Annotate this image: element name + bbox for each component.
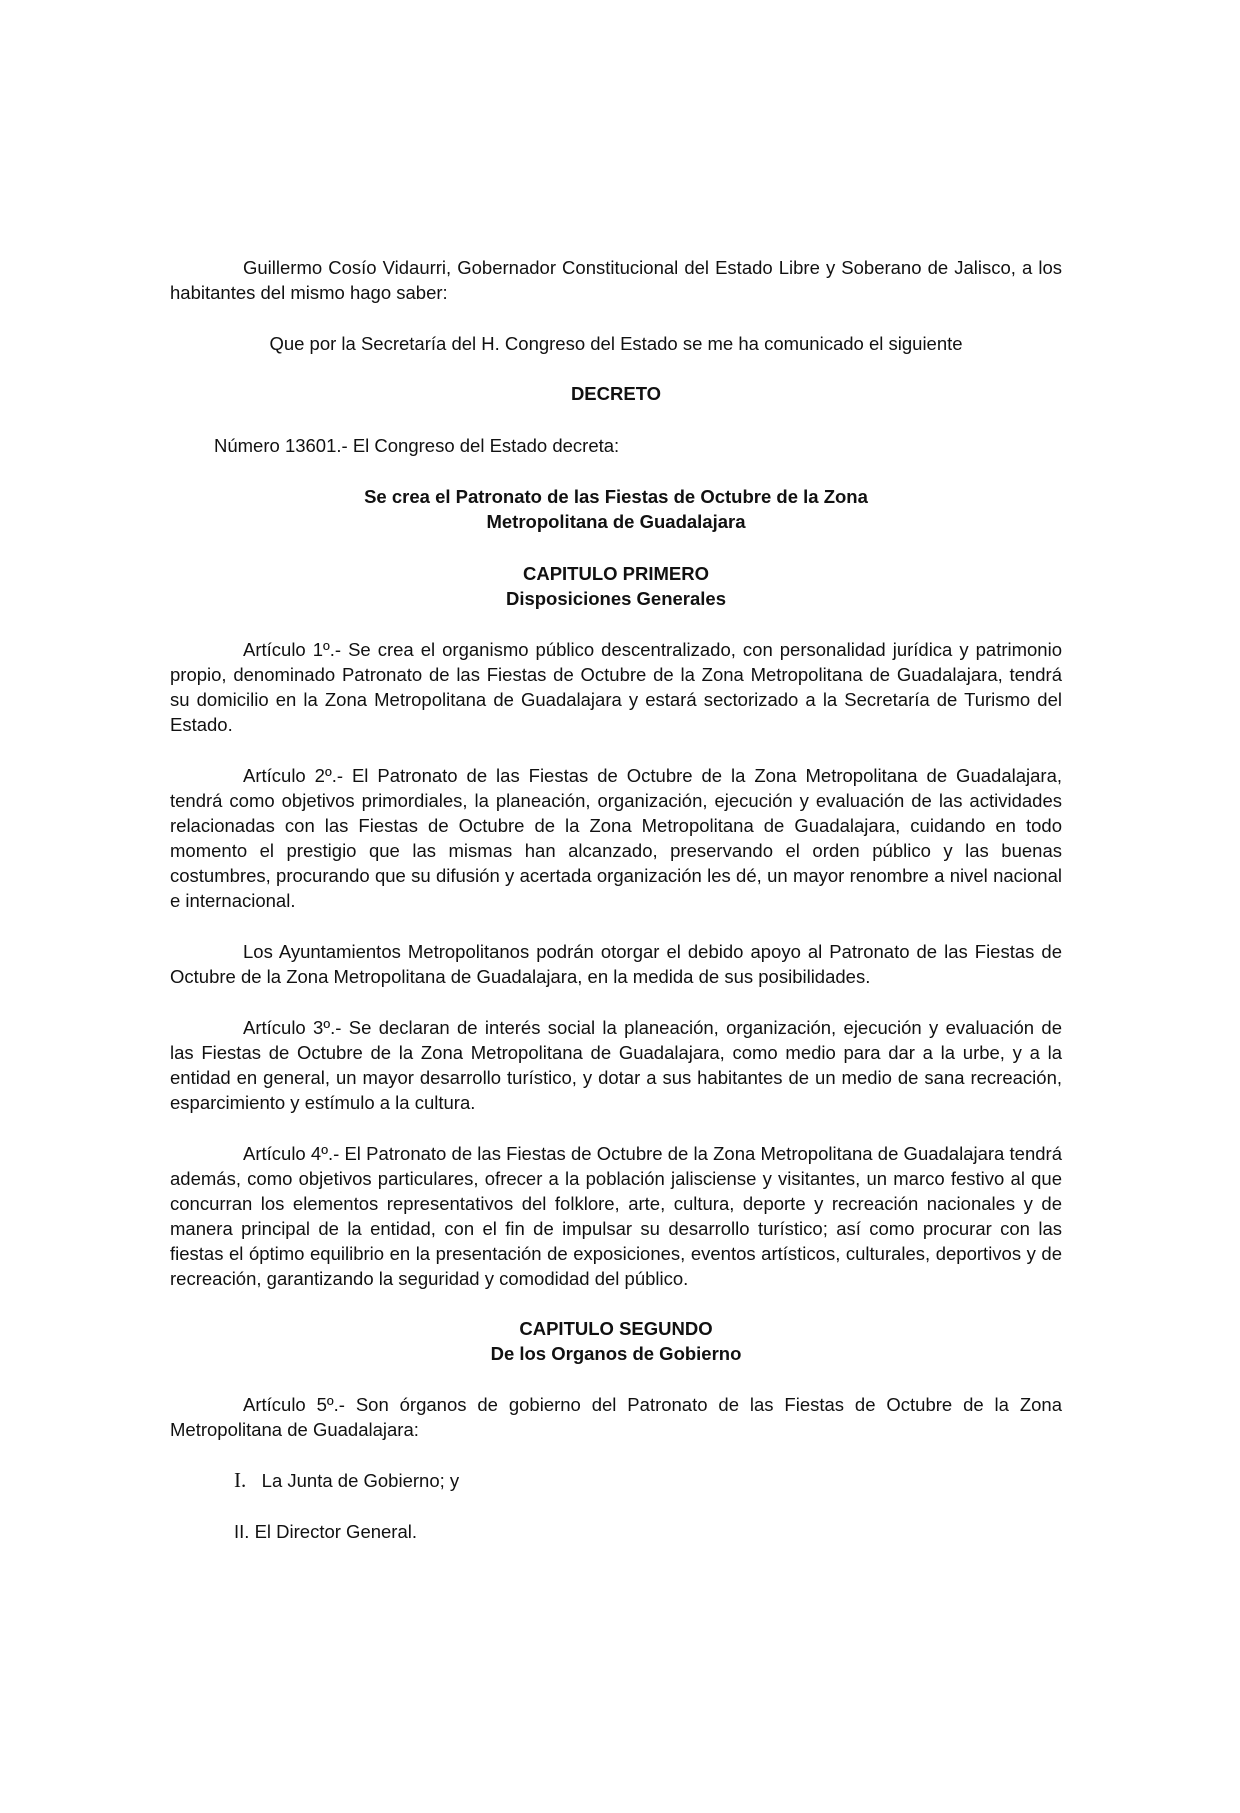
document-body — [170, 255, 1062, 1544]
article-5: Artículo 5º.- Son órganos de gobierno del Patronato de las Fiestas de Octubre de la Zona Metropolitana de Guadalajara: — [170, 1394, 1062, 1440]
article-2-support: Los Ayuntamientos Metropolitanos podrán otorgar el debido apoyo al Patronato de las Fiestas de Octubre de la Zona Metropolitana de Guadalajara, en la medida de sus posibilidades. — [170, 941, 1062, 987]
decree-title-line1: Se crea el Patronato de las Fiestas de Octubre de la Zona — [364, 486, 868, 507]
list-numeral: II. — [234, 1521, 250, 1542]
article-1: Artículo 1º.- Se crea el organismo público descentralizado, con personalidad jurídica y patrimonio propio, denominado Patronato de las Fiestas de Octubre de la Zona Metropolitana de Guadalajara, tendrá su domicilio en la Zona Metropolitana de Guadalajara y estará sectorizado a la Secretaría de Turismo del Estado. — [170, 639, 1062, 735]
governor-paragraph: Guillermo Cosío Vidaurri, Gobernador Constitucional del Estado Libre y Soberano de Jalisco, a los habitantes del mismo hago saber: — [170, 257, 1062, 303]
list-item — [170, 1468, 1062, 1493]
article-4: Artículo 4º.- El Patronato de las Fiestas de Octubre de la Zona Metropolitana de Guadalajara tendrá además, como objetivos particulares, ofrecer a la población jalisciense y visitantes, un marco festivo al que concurran los elementos representativos del folklore, arte, cultura, deporte y recreación nacionales y de manera principal de la entidad, con el fin de impulsar su desarrollo turístico; así como procurar con las fiestas el óptimo equilibrio en la presentación de exposiciones, eventos artísticos, culturales, deportivos y de recreación, garantizando la seguridad y comodidad del público. — [170, 1143, 1062, 1289]
communication-line: Que por la Secretaría del H. Congreso del Estado se me ha comunicado el siguiente — [269, 333, 963, 354]
list-item-text: El Director General. — [254, 1521, 418, 1542]
chapter2-subheading: De los Organos de Gobierno — [490, 1343, 742, 1364]
decree-title-line2: Metropolitana de Guadalajara — [486, 511, 746, 532]
list-numeral: I. — [234, 1468, 247, 1492]
article-2: Artículo 2º.- El Patronato de las Fiestas de Octubre de la Zona Metropolitana de Guadalajara, tendrá como objetivos primordiales, la planeación, organización, ejecución y evaluación de las actividades relacionadas con las Fiestas de Octubre de la Zona Metropolitana de Guadalajara, cuidando en todo momento el prestigio que las mismas han alcanzado, preservando el orden público y las buenas costumbres, procurando que su difusión y acertada organización les dé, un mayor renombre a nivel nacional e internacional. — [170, 765, 1062, 911]
article-3: Artículo 3º.- Se declaran de interés social la planeación, organización, ejecución y evaluación de las Fiestas de Octubre de la Zona Metropolitana de Guadalajara, como medio para dar a la urbe, y a la entidad en general, un mayor desarrollo turístico, y dotar a sus habitantes de un medio de sana recreación, esparcimiento y estímulo a la cultura. — [170, 1017, 1062, 1113]
decree-number-line: Número 13601.- El Congreso del Estado decreta: — [214, 435, 620, 456]
chapter1-heading: CAPITULO PRIMERO — [522, 563, 710, 584]
list-item-text: La Junta de Gobierno; y — [261, 1470, 460, 1491]
decree-heading: DECRETO — [570, 383, 662, 404]
chapter1-subheading: Disposiciones Generales — [505, 588, 727, 609]
chapter2-heading: CAPITULO SEGUNDO — [519, 1318, 713, 1339]
list-item — [170, 1519, 1062, 1544]
